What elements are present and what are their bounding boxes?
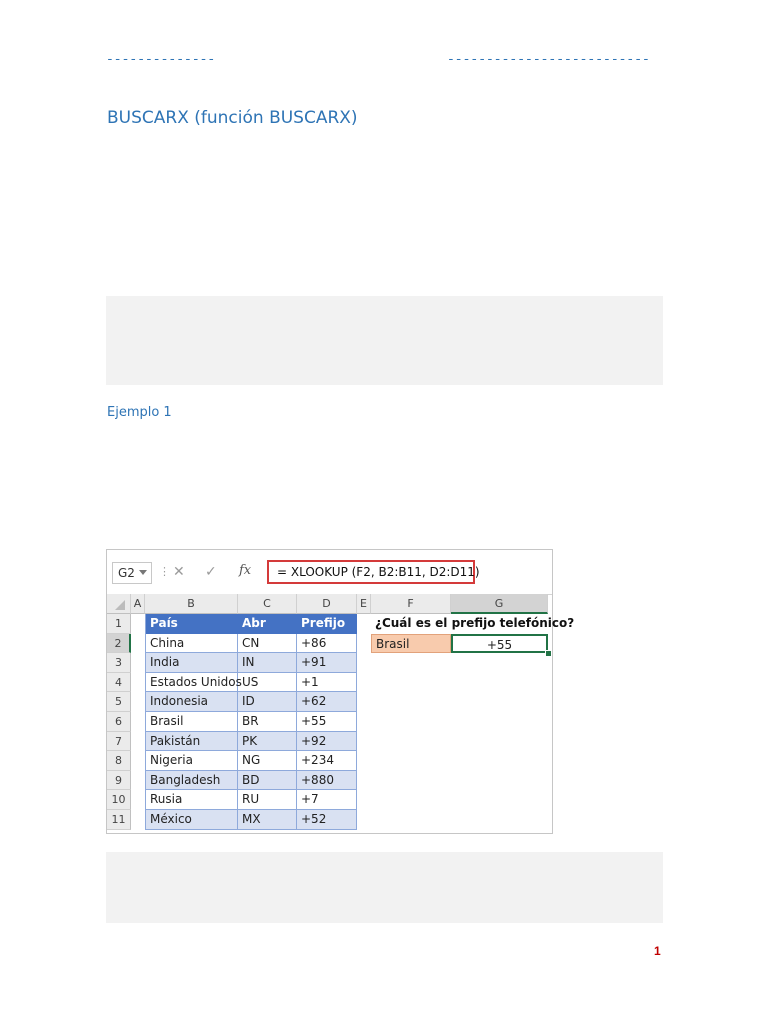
table-cell[interactable]: CN — [238, 634, 297, 654]
table-header-cell[interactable]: Prefijo — [297, 614, 357, 634]
row-header-3[interactable]: 3 — [107, 653, 131, 673]
column-header-e[interactable]: E — [357, 594, 371, 614]
table-cell[interactable]: BR — [238, 712, 297, 732]
table-cell[interactable]: IN — [238, 653, 297, 673]
column-header-c[interactable]: C — [238, 594, 297, 614]
table-cell[interactable]: India — [145, 653, 238, 673]
table-cell[interactable]: NG — [238, 751, 297, 771]
table-cell[interactable]: US — [238, 673, 297, 693]
row-header-4[interactable]: 4 — [107, 673, 131, 693]
table-cell[interactable]: +7 — [297, 790, 357, 810]
row-header-5[interactable]: 5 — [107, 692, 131, 712]
table-cell[interactable]: +52 — [297, 810, 357, 830]
example-heading: Ejemplo 1 — [107, 405, 172, 420]
table-cell[interactable]: Rusia — [145, 790, 238, 810]
fx-icon[interactable] — [239, 563, 251, 578]
table-cell[interactable]: México — [145, 810, 238, 830]
table-cell[interactable]: +92 — [297, 732, 357, 752]
name-box-value: G2 — [118, 566, 135, 580]
table-header-cell[interactable]: Abr — [238, 614, 297, 634]
header-right-rule: -------------------------- — [447, 52, 650, 67]
row-header-11[interactable]: 11 — [107, 810, 131, 830]
table-cell[interactable]: Pakistán — [145, 732, 238, 752]
fill-handle[interactable] — [545, 650, 552, 657]
table-cell[interactable]: +91 — [297, 653, 357, 673]
table-cell[interactable]: ID — [238, 692, 297, 712]
row-header-1[interactable]: 1 — [107, 614, 131, 634]
spreadsheet-screenshot — [106, 549, 575, 834]
row-header-8[interactable]: 8 — [107, 751, 131, 771]
table-cell[interactable]: PK — [238, 732, 297, 752]
select-all-corner[interactable] — [107, 594, 131, 614]
page-number: 1 — [654, 944, 661, 958]
code-block-footer — [106, 852, 663, 923]
table-cell[interactable]: +86 — [297, 634, 357, 654]
row-header-7[interactable]: 7 — [107, 732, 131, 752]
check-icon[interactable]: ✓ — [205, 564, 217, 580]
column-header-g[interactable]: G — [451, 594, 548, 614]
table-cell[interactable]: Bangladesh — [145, 771, 238, 791]
formula-input[interactable] — [267, 560, 480, 584]
table-cell[interactable]: +1 — [297, 673, 357, 693]
table-cell[interactable]: China — [145, 634, 238, 654]
header-left-rule: -------------- — [106, 52, 216, 67]
table-cell[interactable]: BD — [238, 771, 297, 791]
row-header-9[interactable]: 9 — [107, 771, 131, 791]
table-header-cell[interactable]: País — [145, 614, 238, 634]
column-header-f[interactable]: F — [371, 594, 451, 614]
table-cell[interactable]: Estados Unidos — [145, 673, 238, 693]
separator-icon: ⋮ — [159, 565, 170, 578]
table-cell[interactable]: MX — [238, 810, 297, 830]
row-header-2[interactable]: 2 — [107, 634, 131, 654]
code-block-syntax — [106, 296, 663, 385]
question-cell[interactable]: ¿Cuál es el prefijo telefónico? — [375, 616, 575, 630]
table-cell[interactable]: +55 — [297, 712, 357, 732]
close-icon[interactable]: ✕ — [173, 564, 185, 580]
lookup-value-cell[interactable]: Brasil — [371, 634, 451, 654]
formula-text: = XLOOKUP (F2, B2:B11, D2:D11) — [277, 565, 480, 579]
column-header-a[interactable]: A — [131, 594, 145, 614]
table-cell[interactable]: Nigeria — [145, 751, 238, 771]
result-cell[interactable]: +55 — [451, 634, 548, 654]
table-cell[interactable]: Brasil — [145, 712, 238, 732]
select-all-icon — [115, 600, 125, 610]
column-header-b[interactable]: B — [145, 594, 238, 614]
table-cell[interactable]: +62 — [297, 692, 357, 712]
fx-label: fx — [239, 563, 252, 578]
formula-bar — [107, 550, 552, 595]
table-cell[interactable]: +234 — [297, 751, 357, 771]
table-cell[interactable]: Indonesia — [145, 692, 238, 712]
row-header-6[interactable]: 6 — [107, 712, 131, 732]
table-cell[interactable]: +880 — [297, 771, 357, 791]
column-header-d[interactable]: D — [297, 594, 357, 614]
chevron-down-icon[interactable] — [139, 570, 147, 575]
table-cell[interactable]: RU — [238, 790, 297, 810]
row-header-10[interactable]: 10 — [107, 790, 131, 810]
document-title: BUSCARX (función BUSCARX) — [107, 108, 358, 128]
